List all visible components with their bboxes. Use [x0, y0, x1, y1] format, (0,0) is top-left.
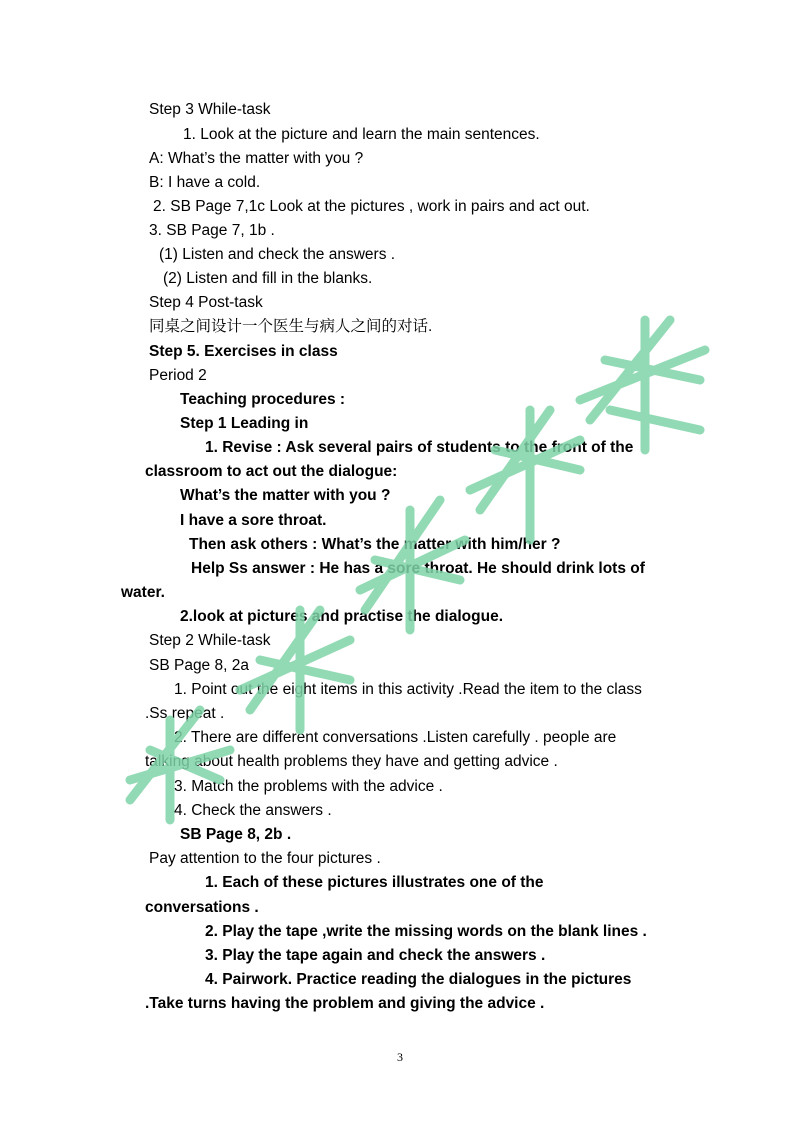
help-answer-cont: water.	[121, 584, 165, 601]
task-2b-item-1-text: 1. Each of these pictures illustrates one of the	[205, 874, 544, 891]
task-2a-item-2: 2. There are different conversations .Listen carefully . people are	[174, 729, 617, 746]
step4-heading: Step 4 Post-task	[149, 294, 263, 311]
step3-subitem-1: (1) Listen and check the answers .	[159, 246, 396, 263]
page-number: 3	[397, 1050, 403, 1064]
task-2b-item-1	[205, 873, 678, 893]
dialogue-line-a: A: What’s the matter with you ?	[149, 150, 364, 167]
help-answer-text: Help Ss answer : He has a sore throat. He should drink lots of	[191, 560, 645, 577]
revise-line	[205, 438, 678, 458]
help-answer-line	[191, 559, 678, 579]
task-2b-item-1-cont: conversations .	[145, 899, 259, 916]
teaching-procedures-heading: Teaching procedures :	[180, 391, 346, 408]
task-2b-item-3: 3. Play the tape again and check the answers .	[205, 947, 546, 964]
task-2b-item-4-cont: .Take turns having the problem and giving the advice .	[145, 995, 545, 1012]
period-heading: Period 2	[149, 367, 207, 384]
pay-attention-line: Pay attention to the four pictures .	[149, 850, 381, 867]
revise-line-cont: classroom to act out the dialogue:	[145, 463, 398, 480]
task-2a-item-1: 1. Point out the eight items in this activity .Read the item to the class	[174, 681, 642, 698]
step1-heading: Step 1 Leading in	[180, 415, 309, 432]
step3-item-3: 3. SB Page 7, 1b .	[149, 222, 275, 239]
task-2b-item-2: 2. Play the tape ,write the missing words on the blank lines .	[205, 923, 647, 940]
dialogue-answer: I have a sore throat.	[180, 512, 327, 529]
step3-item-1: 1. Look at the picture and learn the main sentences.	[183, 126, 540, 143]
ask-others-line: Then ask others : What’s the matter with him/her ?	[189, 536, 561, 553]
sb-page-2a: SB Page 8, 2a	[149, 657, 249, 674]
dialogue-line-b: B: I have a cold.	[149, 174, 261, 191]
task-2a-item-4: 4. Check the answers .	[174, 802, 332, 819]
step3-heading: Step 3 While-task	[149, 101, 271, 118]
step4-text: 同桌之间设计一个医生与病人之间的对话.	[149, 318, 433, 335]
dialogue-question: What’s the matter with you ?	[180, 487, 391, 504]
practise-line: 2.look at pictures and practise the dialogue.	[180, 608, 503, 625]
step3-subitem-2: (2) Listen and fill in the blanks.	[163, 270, 373, 287]
step3-item-2: 2. SB Page 7,1c Look at the pictures , work in pairs and act out.	[153, 198, 590, 215]
task-2a-item-3: 3. Match the problems with the advice .	[174, 778, 443, 795]
task-2b-item-4: 4. Pairwork. Practice reading the dialogues in the pictures	[205, 971, 632, 988]
task-2a-item-1-cont: .Ss repeat .	[145, 705, 225, 722]
step5-heading: Step 5. Exercises in class	[149, 343, 338, 360]
task-2a-item-2-cont: talking about health problems they have and getting advice .	[145, 753, 558, 770]
sb-page-2b: SB Page 8, 2b .	[180, 826, 292, 843]
step2-heading: Step 2 While-task	[149, 632, 271, 649]
revise-line-text: 1. Revise : Ask several pairs of students to the front of the	[205, 439, 634, 456]
